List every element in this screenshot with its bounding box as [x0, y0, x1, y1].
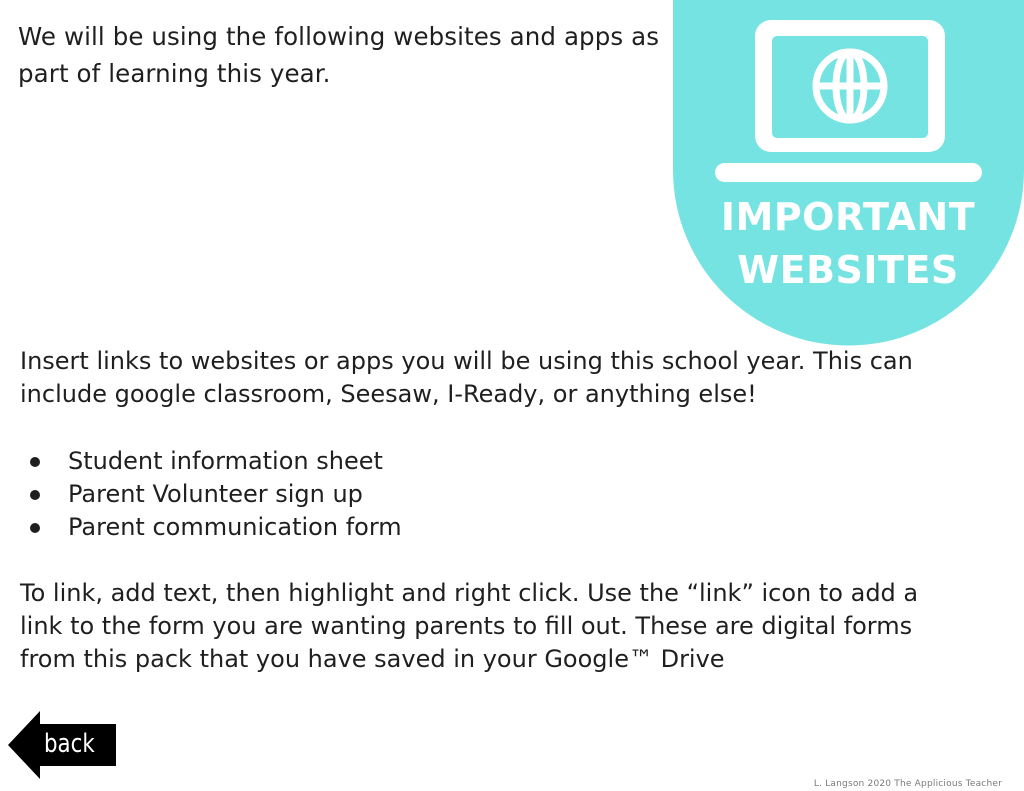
badge-title-line-2: WEBSITES	[737, 248, 959, 292]
instructions-text	[20, 345, 1010, 411]
instructions-line-1: Insert links to websites or apps you will be using this school year. This can	[20, 347, 913, 375]
bullet-icon	[30, 523, 40, 533]
howto-line-2: link to the form you are wanting parents to fill out. These are digital forms	[20, 612, 913, 640]
important-websites-badge	[673, 0, 1024, 346]
back-button-label: back	[44, 729, 95, 759]
list-item	[20, 445, 402, 478]
bullet-icon	[30, 490, 40, 500]
list-item	[20, 478, 402, 511]
badge-title-line-1: IMPORTANT	[720, 195, 976, 239]
form-list	[20, 445, 402, 544]
list-item	[20, 511, 402, 544]
instructions-line-2: include google classroom, Seesaw, I-Ready, or anything else!	[20, 380, 757, 408]
howto-line-1: To link, add text, then highlight and right click. Use the “link” icon to add a	[20, 579, 919, 607]
howto-text	[20, 577, 1010, 676]
list-item-label: Parent Volunteer sign up	[68, 480, 363, 508]
intro-line-2: part of learning this year.	[18, 59, 331, 88]
intro-text	[18, 18, 678, 92]
list-item-label: Student information sheet	[68, 447, 383, 475]
bullet-icon	[30, 457, 40, 467]
list-item-label: Parent communication form	[68, 513, 402, 541]
footer-credit: L. Langson 2020 The Applicious Teacher	[813, 779, 1002, 789]
intro-line-1: We will be using the following websites and apps as	[18, 22, 660, 51]
back-button[interactable]	[8, 711, 116, 779]
howto-line-3: from this pack that you have saved in your Google™ Drive	[20, 645, 725, 673]
